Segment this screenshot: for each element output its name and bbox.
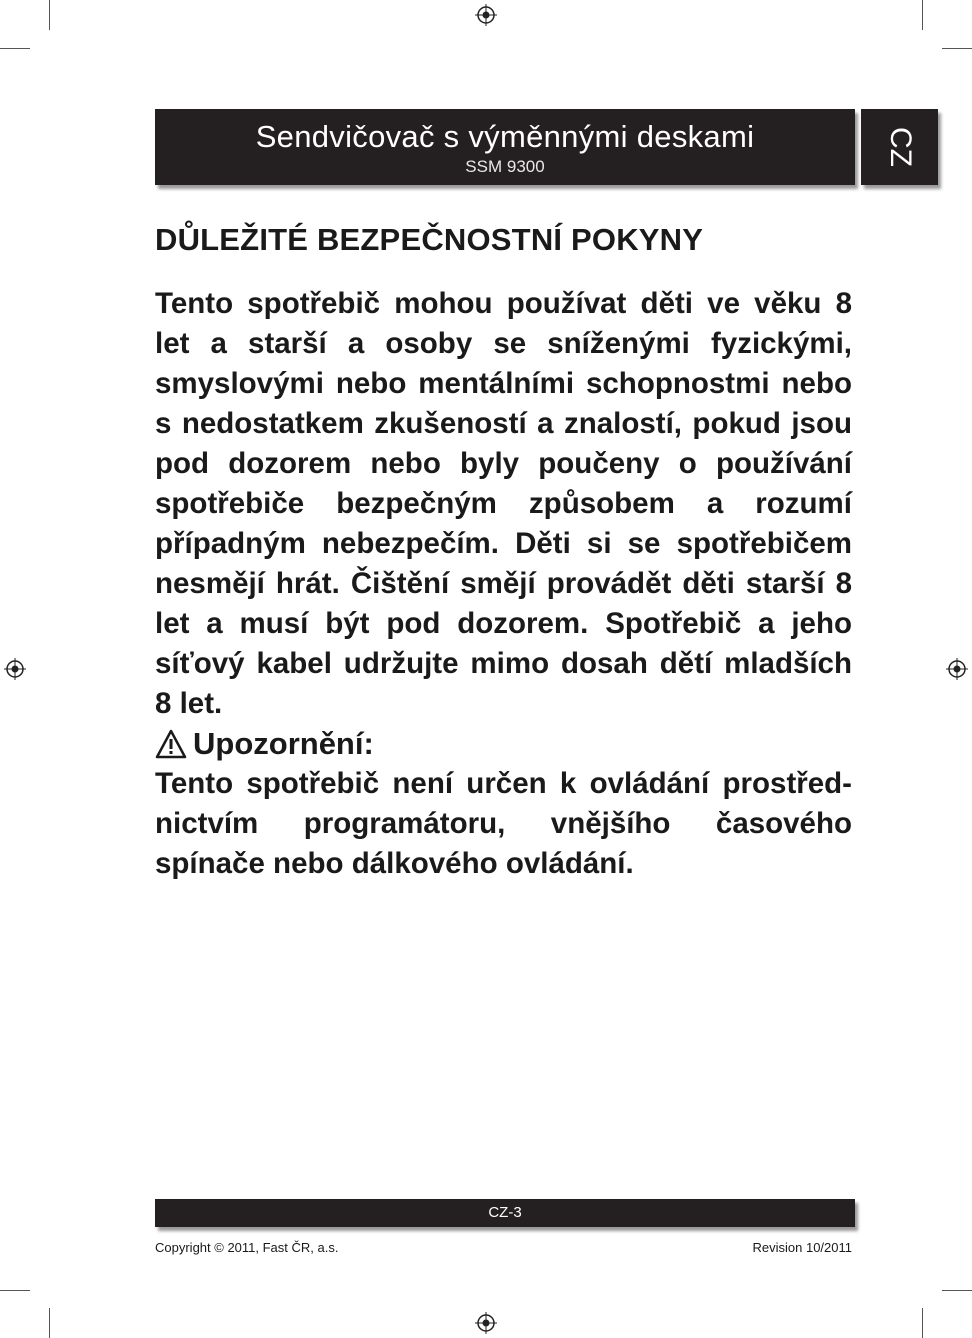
warning-heading bbox=[155, 724, 374, 764]
registration-mark-icon-top bbox=[475, 4, 497, 26]
warning-text: Tento spotřebič není určen k ovládání prostřednictvím programátoru, vnějšího časového spínače nebo dálkového ovládání. bbox=[155, 767, 852, 880]
registration-mark-icon-bottom bbox=[475, 1312, 497, 1334]
registration-mark-icon-right bbox=[946, 658, 968, 680]
language-tab bbox=[861, 109, 938, 185]
warning-triangle-icon bbox=[155, 729, 187, 759]
header-bar bbox=[155, 109, 855, 185]
safety-paragraph: Tento spotřebič mohou používat děti ve věku 8 let a starší a osoby se sníženými fyzickými, smyslovými nebo mentálními schopnostmi nebo s nedostatkem zkušeností a znalostí, pokud jsou pod dozorem nebo byly poučeny o používání spotřebiče bezpečným způsobem a rozumí případným nebezpečím. Děti si se spotřebičem nesmějí hrát. Čištění smějí provádět děti starší 8 let a musí být pod dozorem. Spotřebič a jeho síťový kabel udržujte mimo dosah dětí mladších 8 let. bbox=[155, 287, 852, 720]
crop-mark-tr-h bbox=[942, 48, 972, 49]
registration-mark-icon-left bbox=[4, 658, 26, 680]
crop-mark-bl-h bbox=[0, 1290, 30, 1291]
copyright-text: Copyright © 2011, Fast ČR, a.s. bbox=[155, 1240, 339, 1255]
crop-mark-tl-v bbox=[49, 0, 50, 30]
product-title: Sendvičovač s výměnnými deskami bbox=[255, 119, 755, 154]
crop-mark-br-h bbox=[942, 1290, 972, 1291]
revision-text: Revision 10/2011 bbox=[752, 1240, 852, 1255]
crop-mark-br-v bbox=[922, 1308, 923, 1338]
footer-bar bbox=[155, 1199, 855, 1227]
language-tab-label: CZ bbox=[883, 127, 917, 167]
section-title: DŮLEŽITÉ BEZPEČNOSTNÍ POKYNY bbox=[155, 222, 704, 257]
page-number: CZ-3 bbox=[488, 1204, 522, 1221]
warning-label: Upozornění: bbox=[193, 726, 374, 761]
crop-mark-bl-v bbox=[49, 1308, 50, 1338]
product-model: SSM 9300 bbox=[465, 157, 545, 176]
crop-mark-tr-v bbox=[922, 0, 923, 30]
crop-mark-tl-h bbox=[0, 48, 30, 49]
